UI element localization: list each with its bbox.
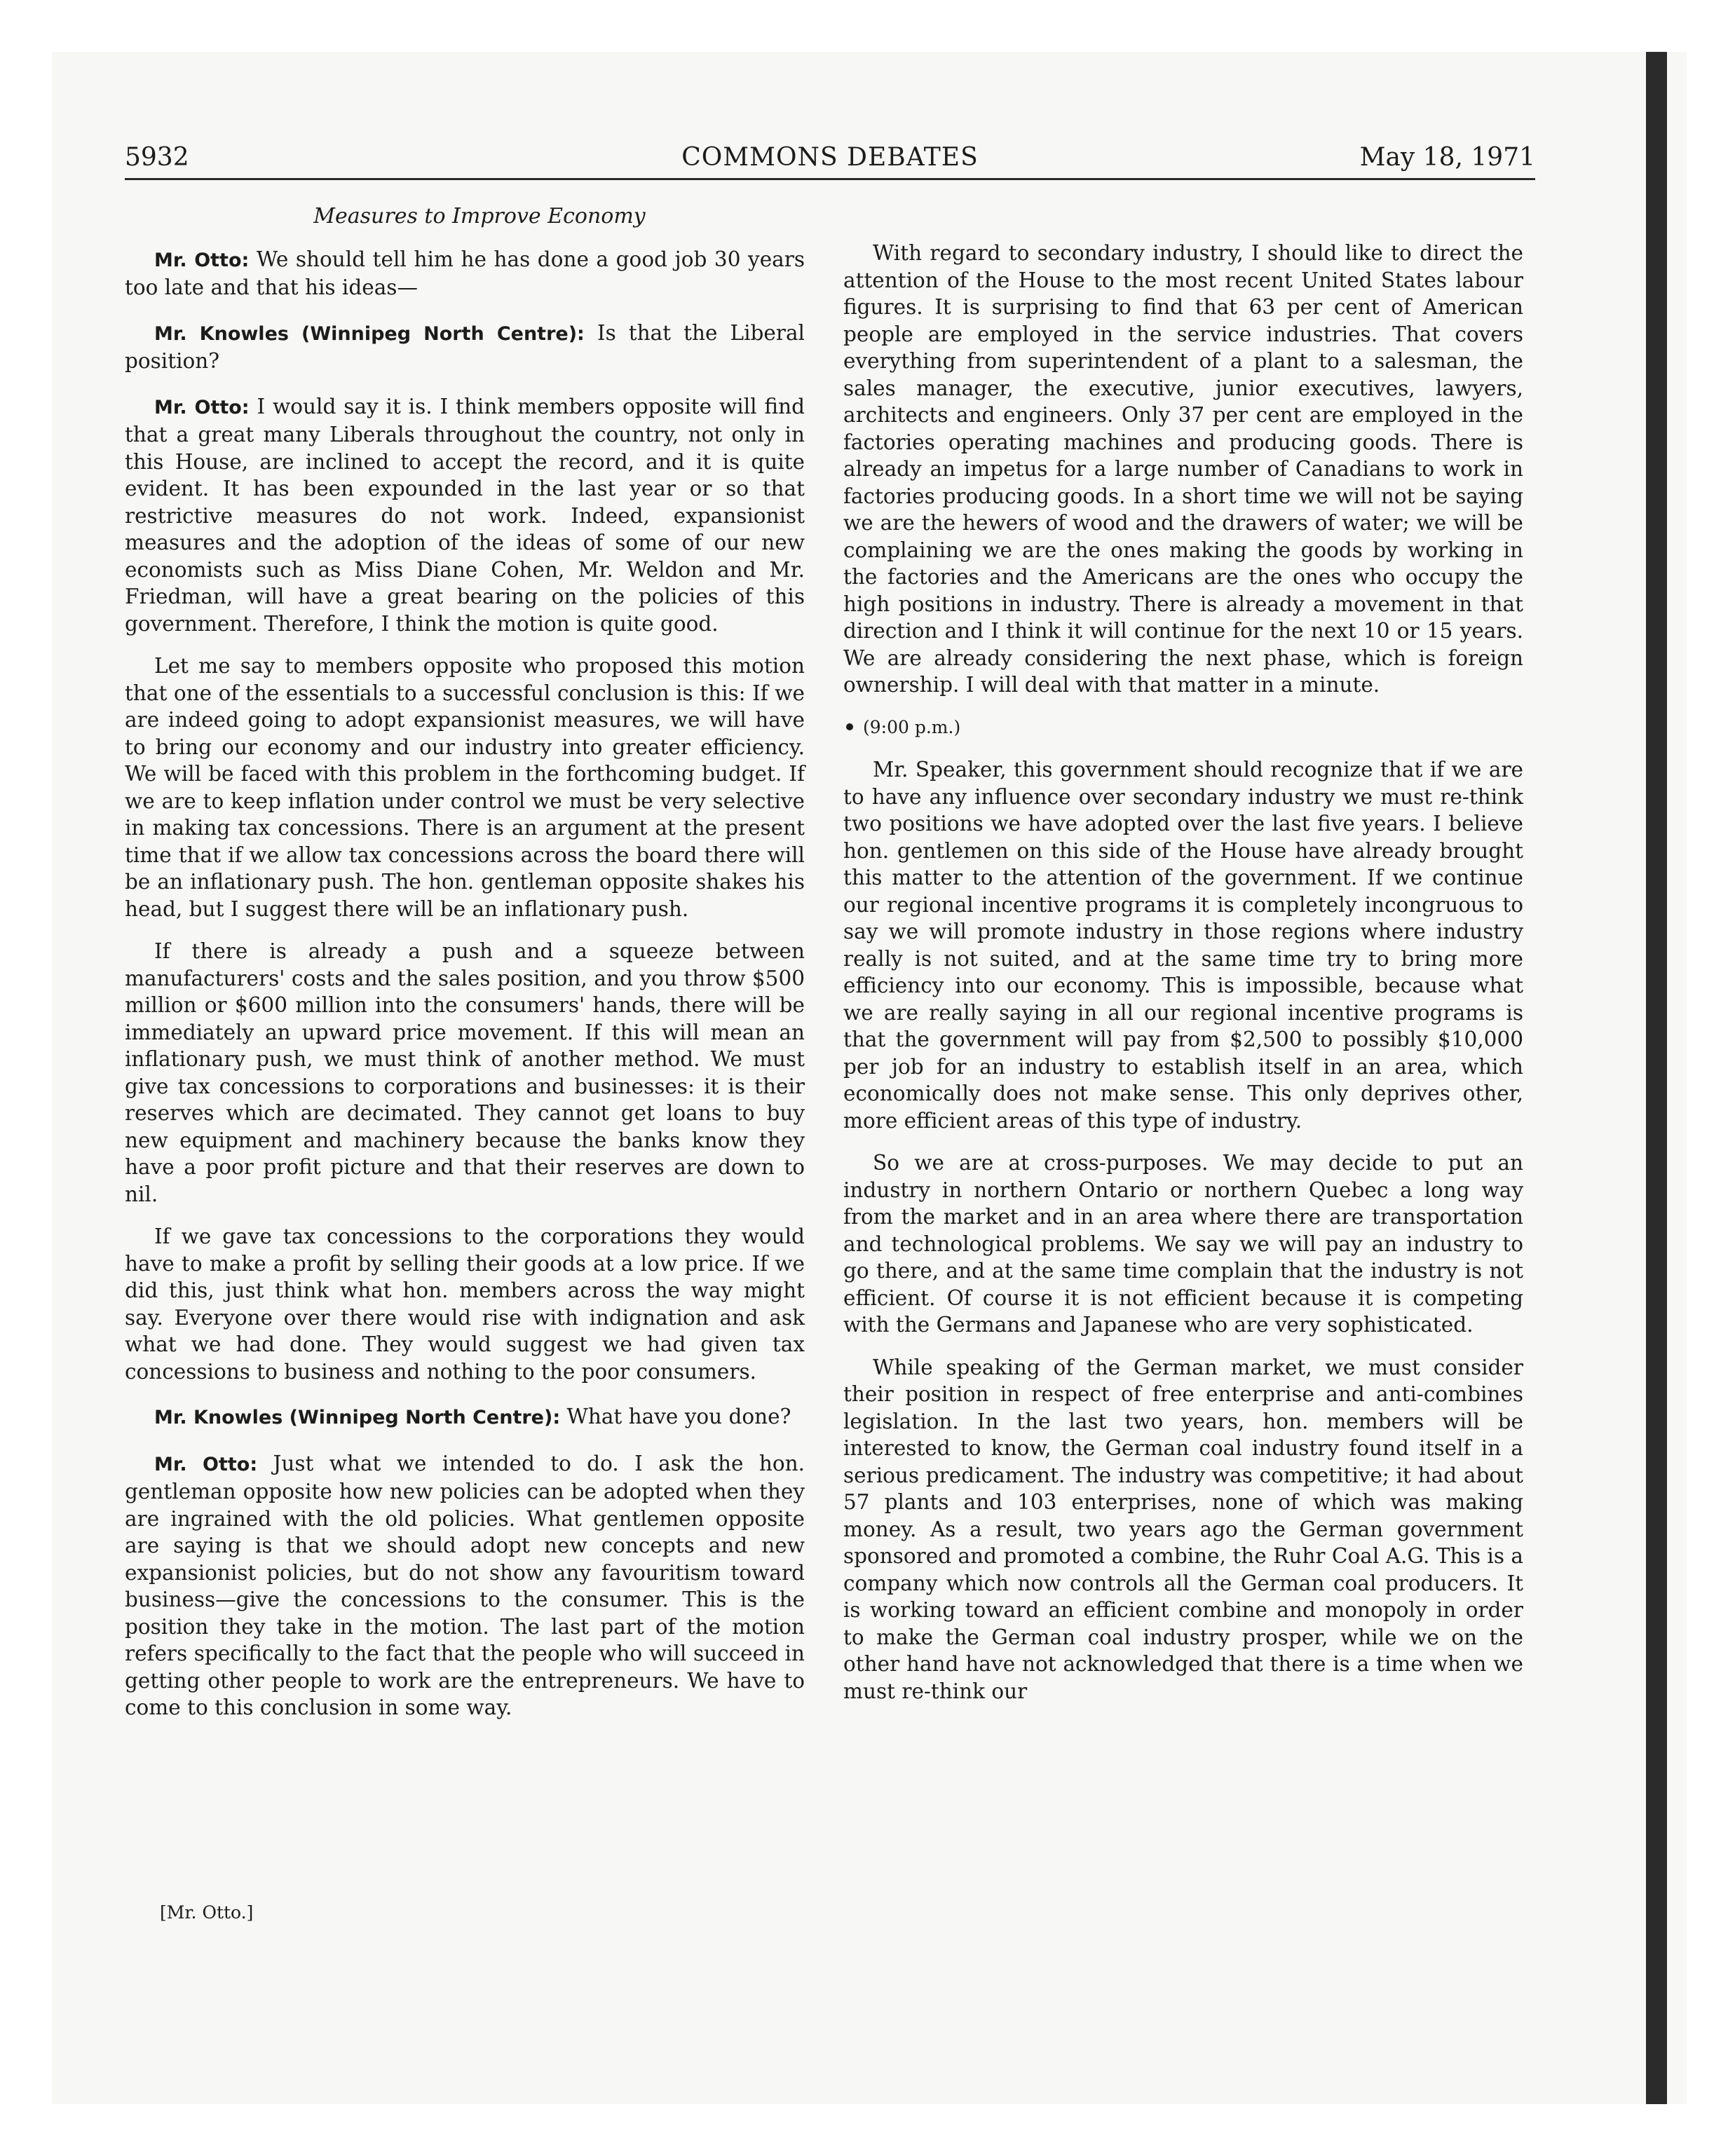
speech-text: We should tell him he has done a good job 30 years too late and that his ideas—: [125, 247, 805, 299]
page-date: May 18, 1971: [1359, 143, 1535, 172]
paragraph: [125, 393, 805, 638]
paragraph: [125, 1450, 805, 1721]
time-label: (9:00 p.m.): [863, 716, 961, 737]
paragraph: If we gave tax concessions to the corporations they would have to make a profit by selling their goods at a low price. If we did this, just think what hon. members across the way might say. Everyone over there would rise with indignation and ask what we had done. They would suggest we had given tax concessions to business and nothing to the poor consumers.: [125, 1224, 805, 1384]
time-marker: [843, 714, 1523, 742]
left-column: [125, 203, 805, 1737]
paragraph: [125, 320, 805, 375]
speaker-name: Mr. Knowles (Winnipeg North Centre):: [154, 322, 585, 345]
paragraph: [125, 1403, 805, 1432]
speaker-name: Mr. Knowles (Winnipeg North Centre):: [154, 1407, 561, 1428]
speaker-name: Mr. Otto:: [154, 1453, 258, 1475]
speech-text: Is that the Liberal position?: [125, 320, 805, 373]
speech-text: Just what we intended to do. I ask the hon. gentleman opposite how new policies can be adopted when they are ingrained with the old policies. What gentlemen opposite are saying is that we should adopt new concepts and new expansionist policies, but do not show any favouritism toward business—give the concessions to the consumer. This is the position they take in the motion. The last part of the motion refers specifically to the fact that the people who will succeed in getting other people to work are the entrepreneurs. We have to come to this conclusion in some way.: [125, 1451, 805, 1719]
paragraph: [125, 246, 805, 301]
right-column: [843, 240, 1523, 1720]
page-number: 5932: [125, 143, 189, 172]
speaker-name: Mr. Otto:: [154, 396, 250, 418]
paragraph: While speaking of the German market, we must consider their position in respect of free enterprise and anti-combines legislation. In the last two years, hon. members will be interested to know, the German coal industry found itself in a serious predicament. The industry was competitive; it had about 57 plants and 103 enterprises, none of which was making money. As a result, two years ago the German government sponsored and promoted a combine, the Ruhr Coal A.G. This is a company which now controls all the German coal producers. It is working toward an efficient combine and monopoly in order to make the German coal industry prosper, while we on the other hand have not acknowledged that there is a time when we must re-think our: [843, 1355, 1523, 1703]
speaker-name: Mr. Otto:: [154, 249, 250, 271]
paragraph: If there is already a push and a squeeze between manufacturers' costs and the sales position, and you throw $500 million or $600 million into the consumers' hands, there will be immediately an upward price movement. If this will mean an inflationary push, we must think of another method. We must give tax concessions to corporations and businesses: it is their reserves which are decimated. They cannot get loans to buy new equipment and machinery because the banks know they have a poor profit picture and that their reserves are down to nil.: [125, 939, 805, 1206]
paragraph: With regard to secondary industry, I should like to direct the attention of the House to the most recent United States labour figures. It is surprising to find that 63 per cent of American people are employed in the service industries. That covers everything from superintendent of a plant to a salesman, the sales manager, the executive, junior executives, lawyers, architects and engineers. Only 37 per cent are employed in the factories operating machines and producing goods. There is already an impetus for a large number of Canadians to work in factories producing goods. In a short time we will not be saying we are the hewers of wood and the drawers of water; we will be complaining we are the ones making the goods by working in the factories and the Americans are the ones who occupy the high positions in industry. There is already a movement in that direction and I think it will continue for the next 10 or 15 years. We are already considering the next phase, which is foreign ownership. I will deal with that matter in a minute.: [843, 241, 1523, 697]
speech-text: What have you done?: [560, 1405, 791, 1428]
scan-edge: [1646, 52, 1667, 2104]
paragraph: Let me say to members opposite who proposed this motion that one of the essentials to a successful conclusion is this: If we are indeed going to adopt expansionist measures, we will have to bring our economy and our industry into greater efficiency. We will be faced with this problem in the forthcoming budget. If we are to keep inflation under control we must be very selective in making tax concessions. There is an argument at the present time that if we allow tax concessions across the board there will be an inflationary push. The hon. gentleman opposite shakes his head, but I suggest there will be an inflationary push.: [125, 654, 805, 921]
speech-text: I would say it is. I think members opposite will find that a great many Liberals throughout the country, not only in this House, are inclined to accept the record, and it is quite evident. It has been expounded in the last year or so that restrictive measures do not work. Indeed, expansionist measures and the adoption of the ideas of some of our new economists such as Miss Diane Cohen, Mr. Weldon and Mr. Friedman, will have a great bearing on the policies of this government. Therefore, I think the motion is quite good.: [125, 394, 805, 636]
section-subheading: Measures to Improve Economy: [313, 204, 646, 228]
publication-title: COMMONS DEBATES: [681, 143, 979, 172]
bullet-icon: [846, 723, 853, 730]
speaker-reference: [Mr. Otto.]: [160, 1902, 254, 1923]
paragraph: So we are at cross-purposes. We may decide to put an industry in northern Ontario or northern Quebec a long way from the market and in an area where there are transportation and technological problems. We say we will pay an industry to go there, and at the same time complain that the industry is not efficient. Of course it is not efficient because it is competing with the Germans and Japanese who are very sophisticated.: [843, 1151, 1523, 1337]
paragraph: Mr. Speaker, this government should recognize that if we are to have any influence over secondary industry we must re-think two positions we have adopted over the last five years. I believe hon. gentlemen on this side of the House have already brought this matter to the attention of the government. If we continue our regional incentive programs it is completely incongruous to say we will promote industry in those regions where industry really is not suited, and at the same time try to bring more efficiency into our economy. This is impossible, because what we are really saying in all our regional incentive programs is that the government will pay from $2,500 to possibly $10,000 per job for an industry to establish itself in an area, which economically does not make sense. This only deprives other, more efficient areas of this type of industry.: [843, 758, 1523, 1133]
page-header: [125, 142, 1535, 180]
